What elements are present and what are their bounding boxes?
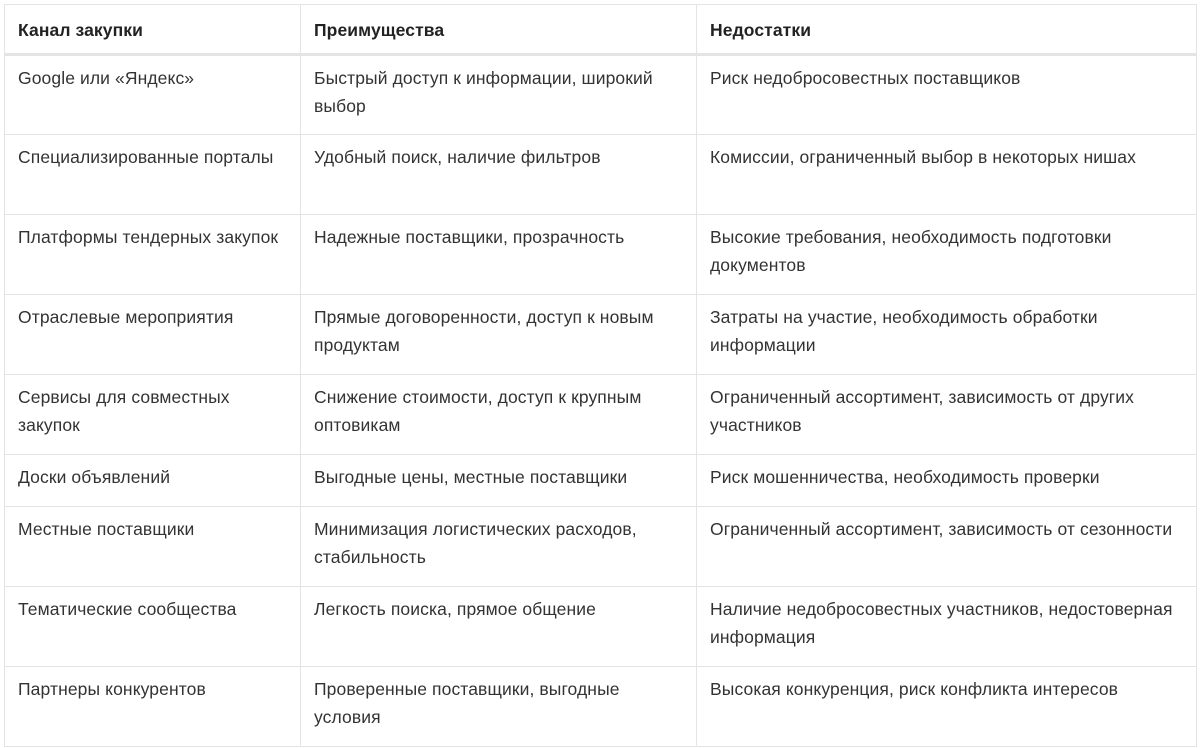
table-row xyxy=(5,55,1197,135)
cell-advantages: Удобный поиск, наличие фильтров xyxy=(301,135,697,215)
cell-disadvantages: Высокие требования, необходимость подготовки документов xyxy=(697,215,1197,295)
header-disadvantages: Недостатки xyxy=(697,5,1197,55)
table-row xyxy=(5,455,1197,507)
cell-advantages: Проверенные поставщики, выгодные условия xyxy=(301,667,697,747)
cell-channel: Местные поставщики xyxy=(5,507,301,587)
cell-advantages: Быстрый доступ к информации, широкий выбор xyxy=(301,55,697,135)
header-channel: Канал закупки xyxy=(5,5,301,55)
cell-disadvantages: Риск мошенничества, необходимость проверки xyxy=(697,455,1197,507)
procurement-channels-table xyxy=(4,4,1197,747)
cell-disadvantages: Риск недобросовестных поставщиков xyxy=(697,55,1197,135)
cell-disadvantages: Наличие недобросовестных участников, недостоверная информация xyxy=(697,587,1197,667)
table-row xyxy=(5,375,1197,455)
cell-channel: Тематические сообщества xyxy=(5,587,301,667)
cell-disadvantages: Ограниченный ассортимент, зависимость от сезонности xyxy=(697,507,1197,587)
header-advantages: Преимущества xyxy=(301,5,697,55)
table-row xyxy=(5,295,1197,375)
table-row xyxy=(5,667,1197,747)
table-row xyxy=(5,135,1197,215)
cell-advantages: Прямые договоренности, доступ к новым продуктам xyxy=(301,295,697,375)
cell-advantages: Снижение стоимости, доступ к крупным оптовикам xyxy=(301,375,697,455)
cell-disadvantages: Комиссии, ограниченный выбор в некоторых нишах xyxy=(697,135,1197,215)
cell-channel: Сервисы для совместных закупок xyxy=(5,375,301,455)
cell-channel: Платформы тендерных закупок xyxy=(5,215,301,295)
procurement-channels-table-wrapper xyxy=(4,4,1196,747)
cell-advantages: Минимизация логистических расходов, стабильность xyxy=(301,507,697,587)
cell-disadvantages: Ограниченный ассортимент, зависимость от других участников xyxy=(697,375,1197,455)
cell-channel: Доски объявлений xyxy=(5,455,301,507)
table-row xyxy=(5,587,1197,667)
cell-channel: Отраслевые мероприятия xyxy=(5,295,301,375)
cell-advantages: Надежные поставщики, прозрачность xyxy=(301,215,697,295)
table-row xyxy=(5,215,1197,295)
cell-disadvantages: Высокая конкуренция, риск конфликта интересов xyxy=(697,667,1197,747)
cell-channel: Партнеры конкурентов xyxy=(5,667,301,747)
cell-disadvantages: Затраты на участие, необходимость обработки информации xyxy=(697,295,1197,375)
table-header-row xyxy=(5,5,1197,55)
cell-advantages: Выгодные цены, местные поставщики xyxy=(301,455,697,507)
cell-advantages: Легкость поиска, прямое общение xyxy=(301,587,697,667)
cell-channel: Google или «Яндекс» xyxy=(5,55,301,135)
table-row xyxy=(5,507,1197,587)
cell-channel: Специализированные порталы xyxy=(5,135,301,215)
